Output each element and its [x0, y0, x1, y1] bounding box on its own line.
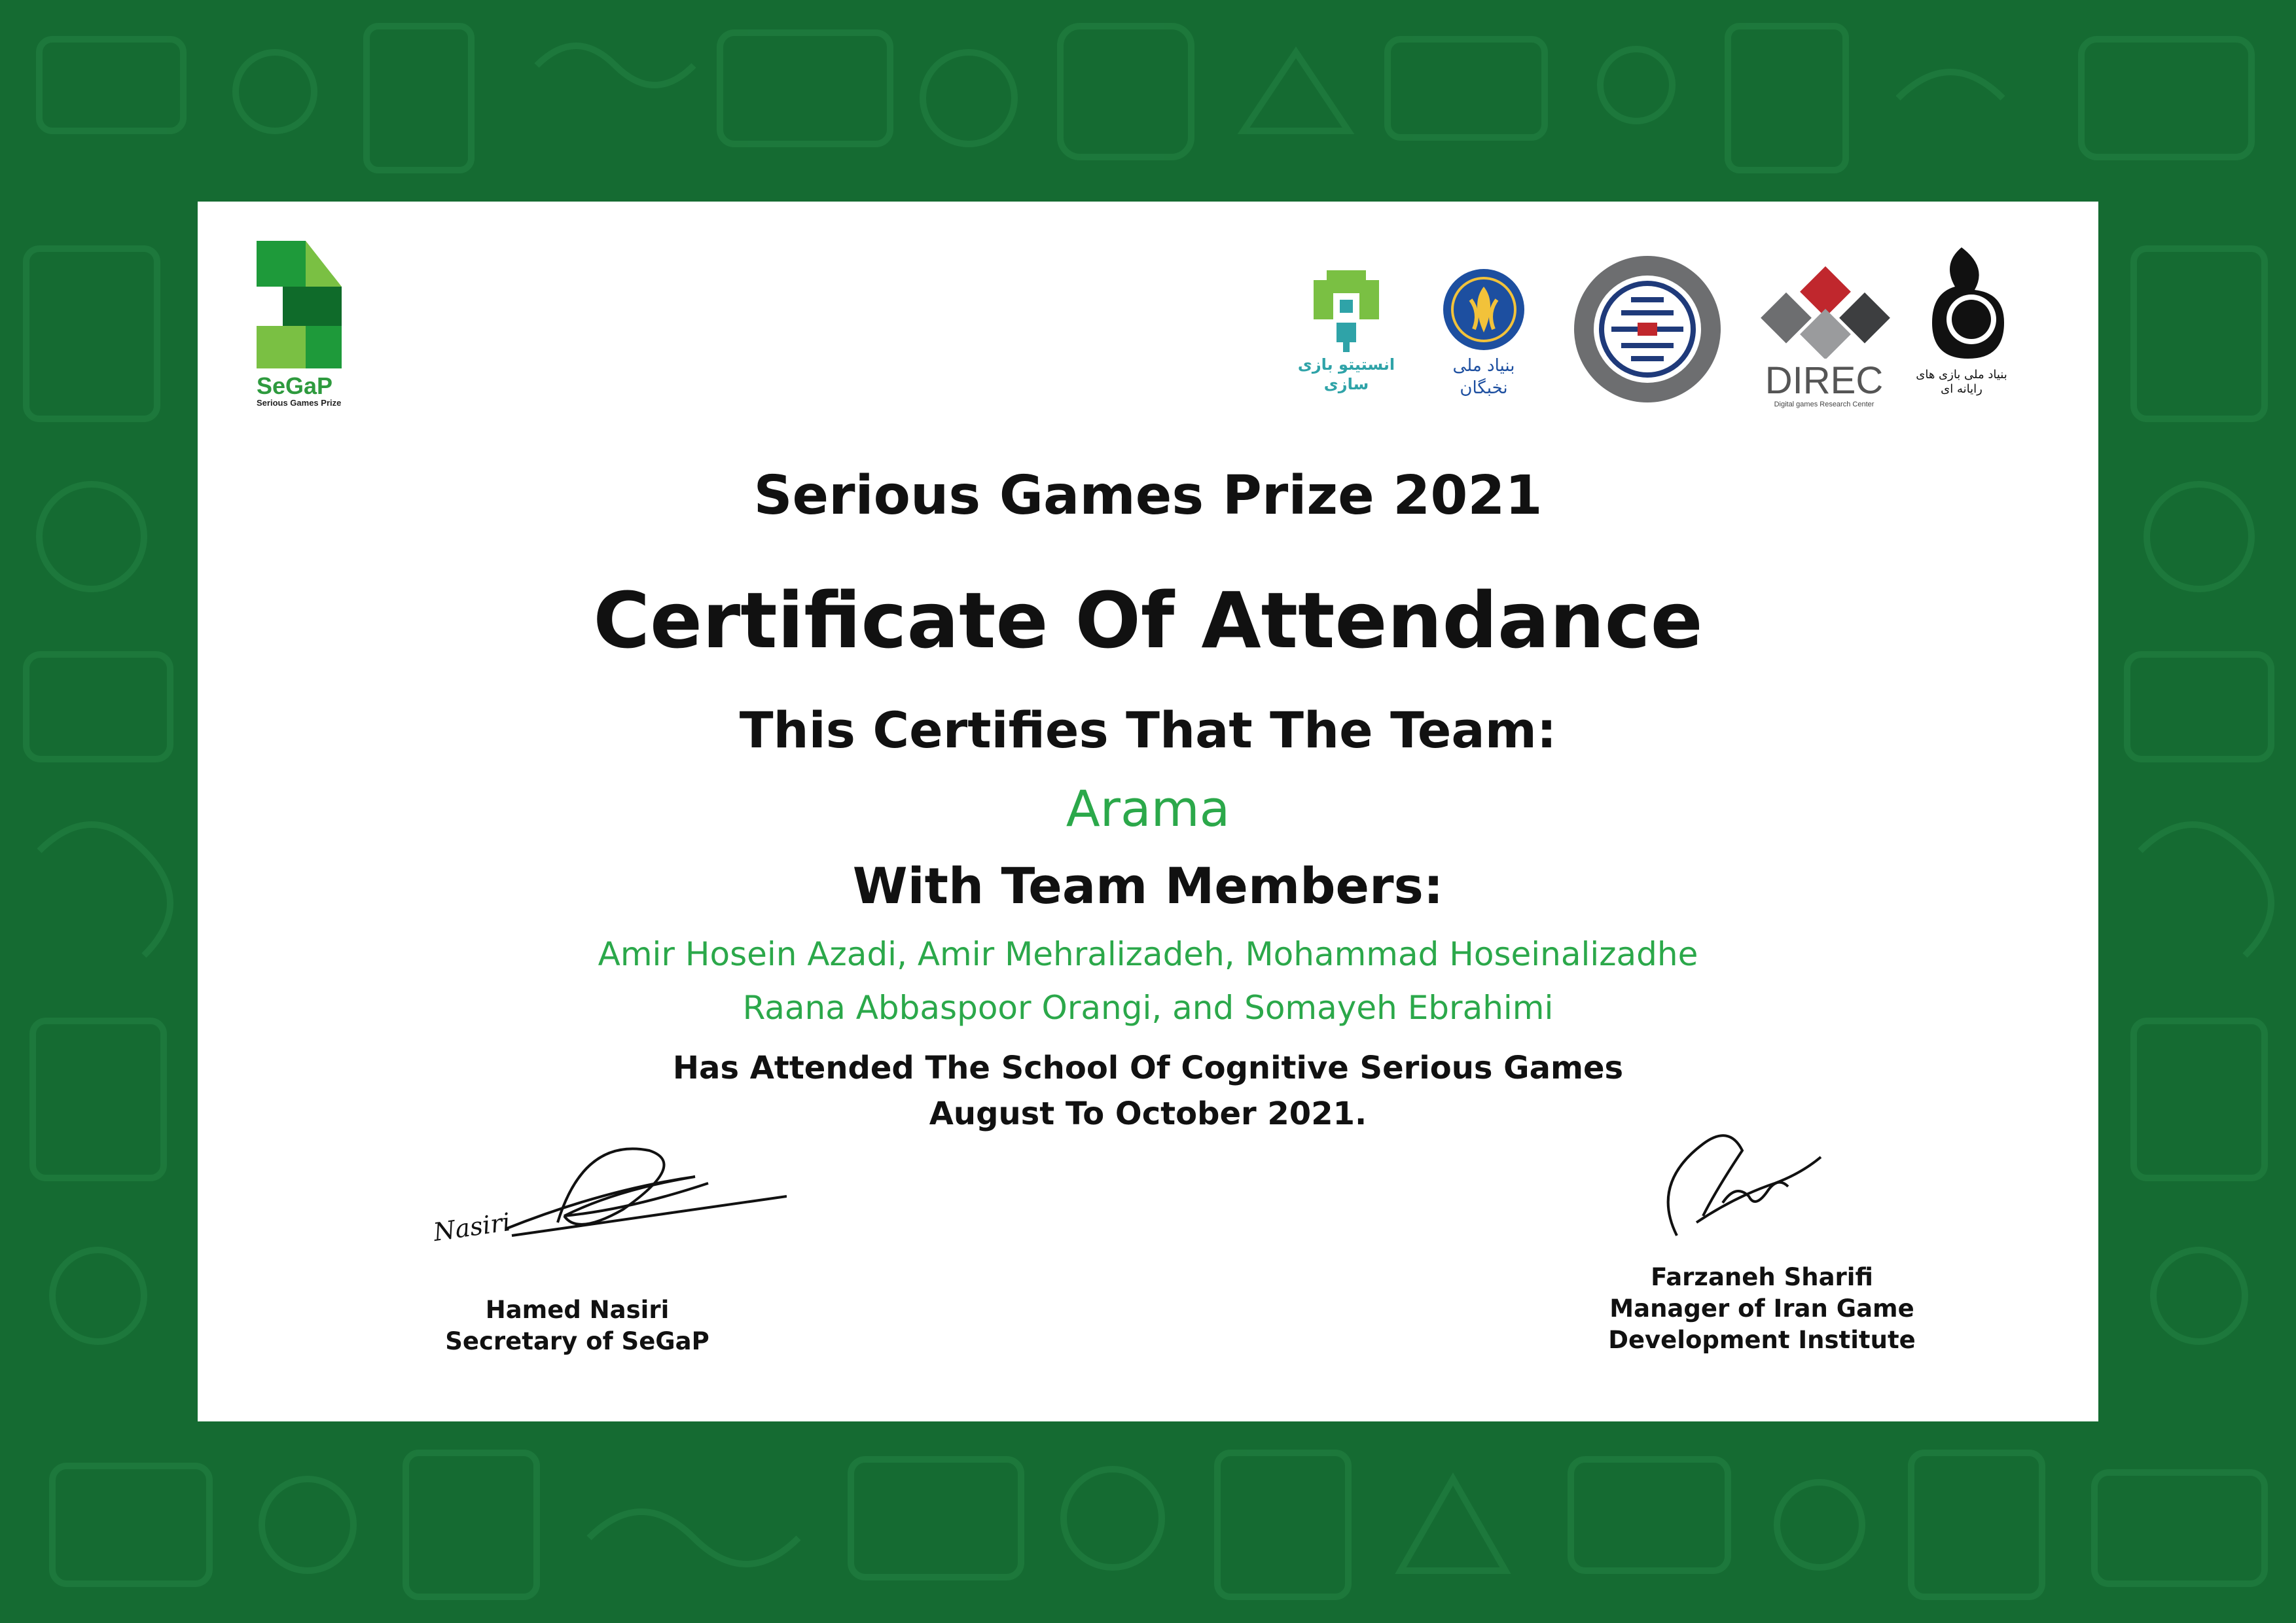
- members-line-2: Raana Abbaspoor Orangi, and Somayeh Ebrahimi: [742, 989, 1554, 1027]
- left-signatory-name: Hamed Nasiri: [485, 1296, 670, 1324]
- segap-subtitle: Serious Games Prize: [257, 398, 342, 408]
- elites-foundation-logo: [1428, 267, 1539, 398]
- direc-wordmark: DIREC: [1765, 359, 1884, 402]
- period-text: August To October 2021.: [929, 1096, 1367, 1132]
- right-signatory-role-line-2: Development Institute: [1608, 1326, 1916, 1354]
- direc-subtitle: Digital games Research Center: [1774, 401, 1874, 408]
- left-signature-handwriting: Nasiri: [431, 1207, 512, 1247]
- maze-seal-icon: [1572, 254, 1723, 404]
- right-signatory: [1598, 1262, 1926, 1356]
- certifies-text: This Certifies That The Team:: [739, 701, 1557, 759]
- institute-emblem-icon: [1297, 267, 1395, 352]
- left-signatory-role: Secretary of SeGaP: [445, 1327, 709, 1355]
- segap-s-mark-icon: [257, 241, 355, 372]
- elites-emblem-icon: [1435, 267, 1533, 352]
- game-institute-logo: [1297, 267, 1395, 404]
- direc-logo: [1755, 260, 1893, 411]
- certificate-card: [198, 202, 2098, 1421]
- event-title: Serious Games Prize 2021: [753, 465, 1543, 527]
- puzzle-pieces-icon: [1755, 260, 1893, 359]
- right-signatory-role-line-1: Manager of Iran Game: [1609, 1294, 1914, 1323]
- certificate-title: Certificate Of Attendance: [593, 575, 1703, 666]
- team-name: Arama: [1066, 779, 1230, 838]
- foundation-emblem-icon: [1912, 241, 2011, 365]
- foundation-persian-text: بنیاد ملی بازی های رایانه ای: [1916, 368, 2007, 396]
- segap-logo: [257, 241, 355, 411]
- attended-text: Has Attended The School Of Cognitive Serious Games: [672, 1050, 1624, 1086]
- left-signatory: [414, 1294, 741, 1357]
- right-signatory-name: Farzaneh Sharifi: [1651, 1263, 1873, 1291]
- left-signature-drawing: [420, 1144, 787, 1262]
- members-heading: With Team Members:: [852, 857, 1444, 915]
- institute-persian-text: انستیتو بازی سازی: [1297, 355, 1395, 393]
- members-line-1: Amir Hosein Azadi, Amir Mehralizadeh, Mohammad Hoseinalizadhe: [598, 935, 1698, 973]
- segap-wordmark: SeGaP: [257, 372, 333, 399]
- games-foundation-logo: [1912, 241, 2011, 411]
- cognitive-seal-logo: [1572, 254, 1723, 404]
- elites-persian-text: بنیاد ملی نخبگان: [1452, 356, 1515, 398]
- right-signature-drawing: [1624, 1131, 1860, 1262]
